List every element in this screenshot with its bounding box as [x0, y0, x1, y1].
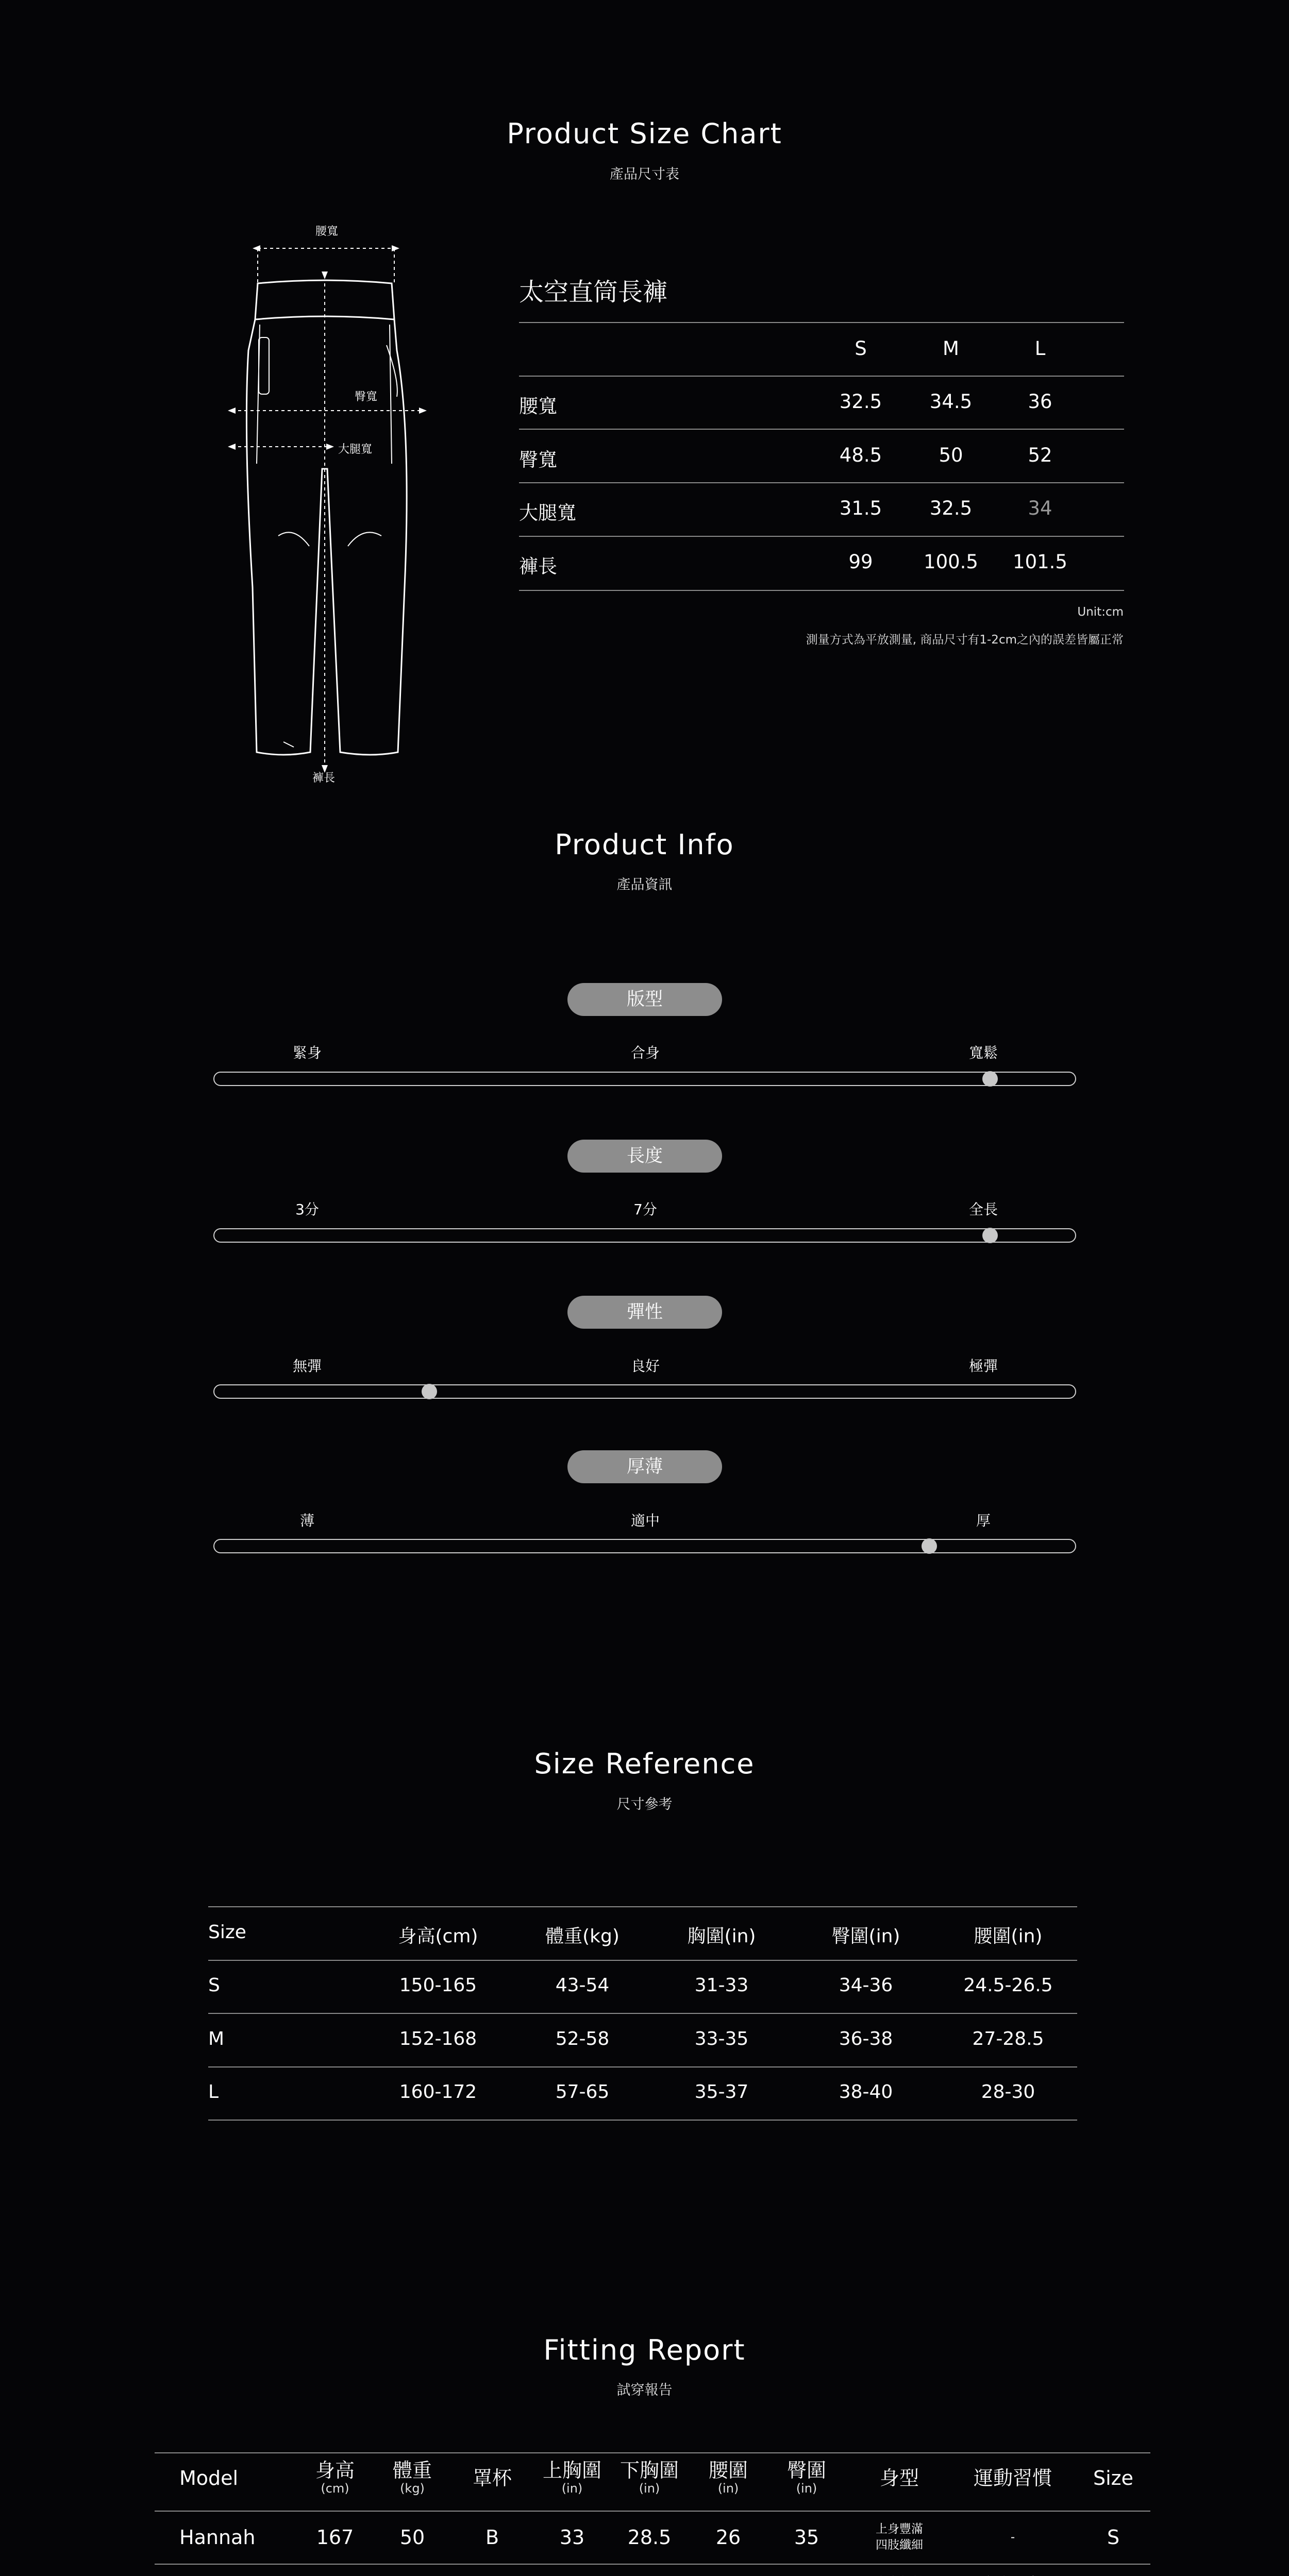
ref-header-height: 身高(cm): [398, 1926, 478, 1947]
unit-note: Unit:cm: [1077, 605, 1124, 619]
cell-value: 100.5: [924, 551, 978, 573]
slider-label: 寬鬆: [968, 1044, 998, 1061]
slider-track-fit: [213, 1072, 1076, 1086]
divider: [155, 2564, 1150, 2565]
cell-value: 32.5: [839, 391, 882, 413]
fr-cell: B: [485, 2526, 499, 2549]
product-info-subtitle: 產品資訊: [616, 877, 673, 893]
size-header-m: M: [943, 337, 959, 360]
ref-cell: 33-35: [694, 2028, 749, 2049]
slider-label: 全長: [968, 1201, 998, 1218]
fitting-report-title: Fitting Report: [543, 2334, 746, 2366]
fr-header: 身高 (cm): [315, 2459, 355, 2496]
slider-label: 薄: [299, 1512, 314, 1529]
slider-track-thickness: [213, 1539, 1076, 1553]
divider: [208, 1906, 1077, 1907]
cell-value: 52: [1028, 444, 1052, 466]
fr-body-type: 上身豐滿 四肢纖細: [876, 2522, 923, 2552]
divider: [208, 2066, 1077, 2067]
fr-cell: 35: [794, 2526, 819, 2549]
slider-label: 良好: [630, 1358, 660, 1375]
ref-cell: 43-54: [555, 1975, 610, 1996]
ref-cell: 27-28.5: [972, 2028, 1044, 2049]
fr-cell: 167: [316, 2526, 354, 2549]
ref-header-weight: 體重(kg): [545, 1926, 620, 1947]
ref-cell: 38-40: [839, 2081, 893, 2103]
slider-label: 合身: [630, 1044, 660, 1061]
cell-value: 34: [1028, 497, 1052, 519]
slider-label: 適中: [630, 1512, 660, 1529]
ref-cell: M: [208, 2028, 225, 2049]
ref-cell: 152-168: [399, 2028, 477, 2049]
divider: [519, 482, 1124, 483]
fr-header: 體重 (kg): [392, 2459, 432, 2496]
diagram-label-hip: 臀寬: [355, 391, 378, 403]
fr-header: 下胸圍 (in): [620, 2459, 679, 2496]
row-label: 腰寬: [519, 395, 557, 417]
divider: [208, 2120, 1077, 2121]
fr-header: 身型: [879, 2467, 919, 2489]
cell-value: 36: [1028, 391, 1052, 413]
row-label: 大腿寬: [519, 502, 576, 524]
diagram-label-length: 褲長: [312, 772, 336, 785]
divider: [155, 2511, 1150, 2512]
diagram-label-thigh: 大腿寬: [338, 443, 373, 456]
fr-model-name: Hannah: [179, 2526, 256, 2549]
fr-size: S: [1107, 2526, 1120, 2549]
ref-header-waist: 腰圍(in): [974, 1926, 1043, 1947]
slider-title-elasticity: 彈性: [567, 1296, 722, 1329]
cell-value: 101.5: [1013, 551, 1067, 573]
slider-label: 7分: [633, 1201, 657, 1218]
fr-cell: 50: [399, 2526, 425, 2549]
slider-knob: [422, 1384, 437, 1399]
slider-label: 極彈: [968, 1358, 998, 1375]
divider: [519, 322, 1124, 323]
ref-cell: 28-30: [981, 2081, 1035, 2103]
slider-title-thickness: 厚薄: [567, 1450, 722, 1483]
fr-header: 運動習慣: [973, 2467, 1052, 2489]
diagram-label-waist: 腰寬: [315, 225, 339, 238]
fr-header: Size: [1093, 2467, 1133, 2489]
divider: [208, 2013, 1077, 2014]
size-chart-subtitle: 產品尺寸表: [610, 166, 679, 182]
divider: [519, 590, 1124, 591]
ref-cell: 36-38: [839, 2028, 893, 2049]
slider-title-fit: 版型: [567, 983, 722, 1016]
ref-cell: 24.5-26.5: [963, 1975, 1053, 1996]
ref-cell: S: [208, 1975, 220, 1996]
size-reference-title: Size Reference: [534, 1748, 755, 1780]
row-label: 褲長: [519, 555, 557, 578]
slider-track-length: [213, 1228, 1076, 1243]
fitting-report-subtitle: 試穿報告: [616, 2382, 673, 2398]
divider: [519, 536, 1124, 537]
slider-track-elasticity: [213, 1384, 1076, 1399]
slider-label: 緊身: [292, 1044, 322, 1061]
ref-cell: 57-65: [555, 2081, 610, 2103]
size-reference-subtitle: 尺寸參考: [616, 1797, 673, 1812]
fr-header: Model: [179, 2467, 239, 2489]
pants-diagram: [216, 216, 443, 793]
ref-cell: 34-36: [839, 1975, 893, 1996]
product-info-title: Product Info: [555, 828, 734, 861]
fr-header: 腰圍 (in): [708, 2459, 748, 2496]
fr-header: 臀圍 (in): [786, 2459, 826, 2496]
ref-cell: L: [208, 2081, 219, 2103]
slider-title-length: 長度: [567, 1140, 722, 1173]
slider-label: 厚: [976, 1512, 991, 1529]
cell-value: 99: [848, 551, 873, 573]
slider-knob: [982, 1228, 998, 1243]
cell-value: 32.5: [929, 497, 973, 519]
size-chart-title: Product Size Chart: [507, 117, 782, 150]
cell-value: 34.5: [929, 391, 973, 413]
ref-cell: 52-58: [555, 2028, 610, 2049]
cell-value: 48.5: [839, 444, 882, 466]
ref-cell: 31-33: [694, 1975, 749, 1996]
ref-cell: 160-172: [399, 2081, 477, 2103]
row-label: 臀寬: [519, 449, 557, 471]
slider-knob: [982, 1071, 998, 1087]
cell-value: 50: [939, 444, 963, 466]
ref-header-hip: 臀圍(in): [831, 1926, 900, 1947]
cell-value: 31.5: [839, 497, 882, 519]
measurement-note: 測量方式為平放測量, 商品尺寸有1-2cm之內的誤差皆屬正常: [806, 633, 1124, 647]
divider: [208, 1960, 1077, 1961]
size-header-l: L: [1034, 337, 1046, 360]
divider: [155, 2452, 1150, 2453]
fr-cell: 26: [715, 2526, 741, 2549]
ref-header-bust: 胸圍(in): [687, 1926, 756, 1947]
product-name: 太空直筒長褲: [519, 278, 668, 307]
slider-label: 無彈: [292, 1358, 322, 1375]
divider: [519, 429, 1124, 430]
divider: [519, 376, 1124, 377]
fr-cell: 28.5: [627, 2526, 672, 2549]
ref-cell: 150-165: [399, 1975, 477, 1996]
fr-header: 罩杯: [472, 2467, 512, 2489]
fr-header: 上胸圍 (in): [542, 2459, 601, 2496]
fr-exercise: -: [1010, 2531, 1015, 2545]
fr-cell: 33: [559, 2526, 585, 2549]
size-header-s: S: [855, 337, 867, 360]
ref-header-size: Size: [208, 1922, 246, 1943]
slider-label: 3分: [295, 1201, 319, 1218]
ref-cell: 35-37: [694, 2081, 749, 2103]
